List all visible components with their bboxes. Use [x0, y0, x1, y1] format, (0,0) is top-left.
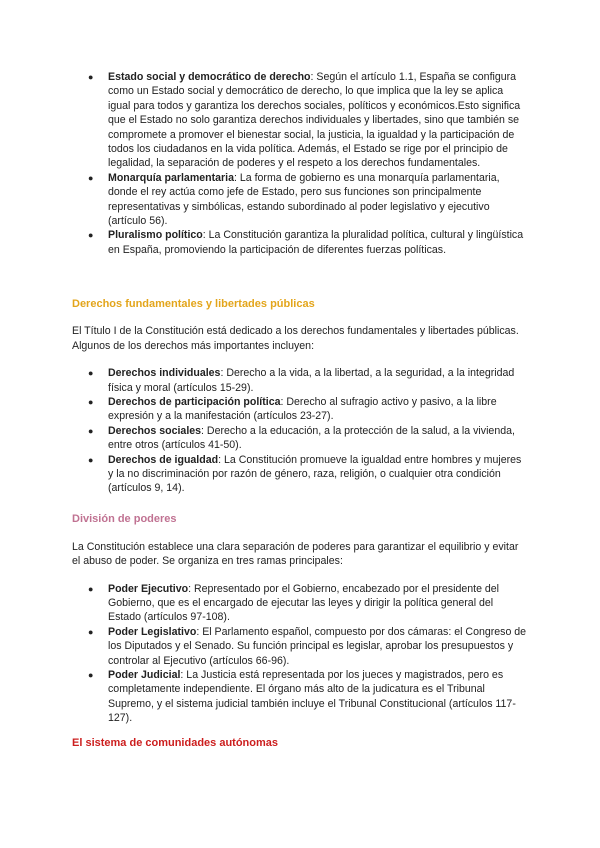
- section-intro-derechos: El Título I de la Constitución está dedicado a los derechos fundamentales y libertades públicas. Algunos de los derechos más importantes incluyen:: [72, 325, 519, 352]
- list-item-term: Poder Legislativo: [108, 625, 197, 638]
- list-item-text: : Derecho a la educación, a la protección de la salud, a la vivienda, entre otros (artículos 41-50).: [108, 424, 515, 452]
- list-item: [72, 366, 528, 395]
- bullet-icon: ●: [88, 172, 94, 183]
- list-item-term: Derechos de igualdad: [108, 453, 219, 466]
- list-item-text: : La Justicia está representada por los jueces y magistrados, pero es completamente independiente. El órgano más alto de la judicatura es el Tribunal Supremo, y el sistema judicial también incluye el Tribunal Constitucional (artículos 117-127).: [108, 669, 516, 725]
- list-item-term: Derechos individuales: [108, 367, 221, 380]
- section-heading-derechos: Derechos fundamentales y libertades públicas: [72, 298, 315, 311]
- bullet-icon: ●: [88, 454, 94, 465]
- list-item-text: : El Parlamento español, compuesto por dos cámaras: el Congreso de los Diputados y el Senado. Su función principal es legislar, aprobar los presupuestos y controlar al Ejecutivo (artículos 66-96).: [108, 625, 527, 667]
- section-heading-division: División de poderes: [72, 512, 177, 525]
- list-item-text: : La forma de gobierno es una monarquía parlamentaria, donde el rey actúa como jefe de Estado, pero sus funciones son principalmente representativas y simbólicas, estando subordinado al poder legislativo y ejecutivo (artículo 56).: [108, 171, 500, 228]
- powers-list: [72, 582, 528, 726]
- document-page: [72, 60, 528, 750]
- bullet-icon: ●: [88, 230, 94, 241]
- list-item-text: : La Constitución promueve la igualdad entre hombres y mujeres y la no discriminación por razón de género, raza, religión, o cualquier otra condición (artículos 9, 14).: [108, 453, 522, 495]
- list-item: [72, 453, 528, 496]
- rights-list: [72, 366, 528, 496]
- list-item-term: Monarquía parlamentaria: [108, 171, 234, 184]
- bullet-icon: ●: [88, 396, 94, 407]
- bullet-icon: ●: [88, 368, 94, 379]
- bullet-icon: ●: [88, 425, 94, 436]
- list-item-text: : Derecho al sufragio activo y pasivo, a la libre expresión y a la manifestación (artículos 23-27).: [108, 395, 497, 423]
- list-item-text: : Según el artículo 1.1, España se configura como un Estado social y democrático de derecho, lo que implica que la ley se aplica igual para todos y garantiza los derechos sociales, políticos y económicos.Esto significa que el Estado no solo garantiza derechos individuales y libertades, sino que también se compromete a promover el bienestar social, la justicia, la igualdad y la participación de todos los ciudadanos en la vida política. Además, el Estado se rige por el principio de legalidad, la separación de poderes y el respeto a los derechos fundamentales.: [108, 71, 521, 170]
- bullet-icon: ●: [88, 72, 94, 82]
- list-item-term: Derechos de participación política: [108, 395, 281, 408]
- bullet-icon: ●: [88, 670, 94, 680]
- principles-list: [72, 70, 528, 257]
- list-item: [72, 70, 528, 171]
- list-item-term: Poder Ejecutivo: [108, 582, 189, 595]
- list-item: [72, 171, 528, 229]
- list-item-term: Pluralismo político: [108, 229, 203, 242]
- bullet-icon: ●: [88, 626, 94, 637]
- list-item-text: : La Constitución garantiza la pluralidad política, cultural y lingüística en España, promoviendo la participación de diferentes fuerzas políticas.: [108, 229, 524, 256]
- section-intro-division: La Constitución establece una clara separación de poderes para garantizar el equilibrio y evitar el abuso de poder. Se organiza en tres ramas principales:: [72, 540, 519, 568]
- list-item: [72, 668, 528, 726]
- list-item-term: Derechos sociales: [108, 424, 202, 437]
- bullet-icon: ●: [88, 583, 94, 594]
- list-item: [72, 424, 528, 453]
- list-item-term: Poder Judicial: [108, 669, 181, 681]
- list-item: [72, 582, 528, 625]
- list-item: [72, 395, 528, 424]
- list-item: [72, 625, 528, 668]
- list-item-term: Estado social y democrático de derecho: [108, 71, 311, 83]
- section-heading-comunidades: El sistema de comunidades autónomas: [72, 736, 279, 749]
- list-item-text: : Derecho a la vida, a la libertad, a la seguridad, a la integridad física y moral (artículos 15-29).: [108, 367, 515, 394]
- list-item: [72, 228, 528, 257]
- list-item-text: : Representado por el Gobierno, encabezado por el presidente del Gobierno, que es el encargado de ejecutar las leyes y dirigir la política general del Estado (artículos 97-108).: [108, 582, 500, 624]
